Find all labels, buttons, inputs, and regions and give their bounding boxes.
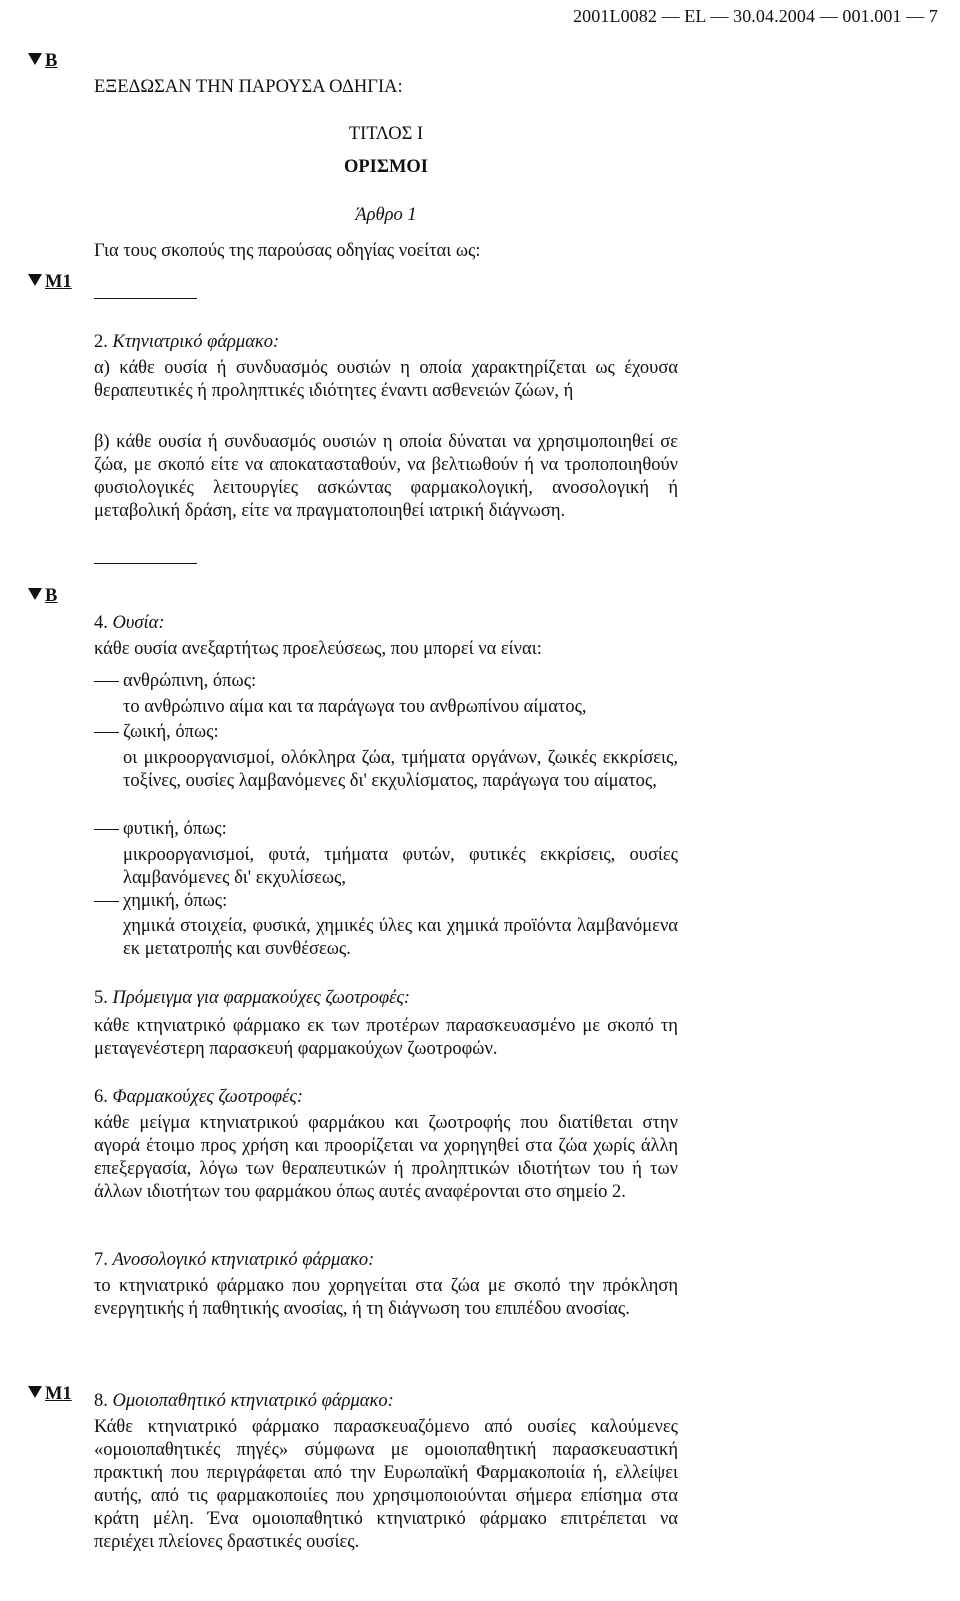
- substance-examples: μικροοργανισμοί, φυτά, τμήματα φυτών, φυτικές εκκρίσεις, ουσίες λαμβανόμενες δι' εκχυλίσεως,: [123, 845, 678, 888]
- title-heading: ΟΡΙΣΜΟΙ: [343, 157, 429, 177]
- title-number: ΤΙΤΛΟΣ I: [348, 124, 424, 144]
- amendment-marker-b: B: [28, 51, 57, 72]
- document-reference-header: 2001L0082 — EL — 30.04.2004 — 001.001 — 7: [573, 6, 938, 26]
- article-heading: Άρθρο 1: [355, 205, 417, 225]
- list-dash: [94, 732, 119, 733]
- triangle-down-icon: [28, 274, 42, 286]
- list-dash: [94, 681, 119, 682]
- amendment-marker-m1: M1: [28, 272, 72, 293]
- substance-category: φυτική, όπως:: [123, 819, 227, 839]
- triangle-down-icon: [28, 1386, 42, 1398]
- substance-category: ζωική, όπως:: [123, 722, 219, 742]
- substance-examples: χημικά στοιχεία, φυσικά, χημικές ύλες και χημικά προϊόντα λαμβανόμενα εκ μετατροπής και συνθέσεως.: [123, 916, 678, 959]
- definition-2-term: Κτηνιατρικό φάρμακο:: [112, 332, 280, 352]
- definition-4-term: Ουσία:: [112, 613, 165, 633]
- definition-4-heading: 4. Ουσία:: [94, 613, 165, 633]
- definition-7-term: Ανοσολογικό κτηνιατρικό φάρμακο:: [112, 1250, 375, 1270]
- substance-examples: οι μικροοργανισμοί, ολόκληρα ζώα, τμήματα οργάνων, ζωικές εκκρίσεις, τοξίνες, ουσίες λαμβανόμενες δι' εκχυλίσματος, παράγωγα του αίματος,: [123, 748, 678, 791]
- article-lead: Για τους σκοπούς της παρούσας οδηγίας νοείται ως:: [94, 241, 481, 261]
- definition-5-heading: 5. Πρόμειγμα για φαρμακούχες ζωοτροφές:: [94, 988, 411, 1008]
- amendment-marker-b: B: [28, 586, 57, 607]
- definition-2-point-b: β) κάθε ουσία ή συνδυασμός ουσιών η οποία δύναται να χρησιμοποιηθεί σε ζώα, με σκοπό είτε να αποκατασταθούν, να βελτιωθούν ή να τροποποιηθούν φυσιολογικές λειτουργίες ασκώντας φαρμακολογική, ανοσολογική ή μεταβολική δράση, είτε να πραγματοποιηθεί ιατρική διάγνωση.: [94, 432, 678, 521]
- triangle-down-icon: [28, 588, 42, 600]
- definition-6-text: κάθε μείγμα κτηνιατρικού φαρμάκου και ζωοτροφής που διατίθεται στην αγορά έτοιμο προς χρήση και προορίζεται να χορηγηθεί στα ζώα χωρίς άλλη επεξεργασία, λόγω των θεραπευτικών ή προληπτικών ιδιοτήτων του ή των άλλων ιδιοτήτων του φαρμάκου όπως αυτές αναφέρονται στο σημείο 2.: [94, 1113, 678, 1202]
- definition-2-point-a: α) κάθε ουσία ή συνδυασμός ουσιών η οποία χαρακτηρίζεται ως έχουσα θεραπευτικές ή προληπτικές ιδιότητες έναντι ασθενειών ζώων, ή: [94, 358, 678, 401]
- substance-category: ανθρώπινη, όπως:: [123, 671, 257, 691]
- definition-2-heading: 2. Κτηνιατρικό φάρμακο:: [94, 332, 280, 352]
- amendment-marker-m1: M1: [28, 1384, 72, 1405]
- definition-4-lead: κάθε ουσία ανεξαρτήτως προελεύσεως, που μπορεί να είναι:: [94, 639, 542, 659]
- definition-6-heading: 6. Φαρμακούχες ζωοτροφές:: [94, 1087, 304, 1107]
- omission-rule: [94, 298, 197, 299]
- substance-examples: το ανθρώπινο αίμα και τα παράγωγα του ανθρωπίνου αίματος,: [123, 697, 587, 717]
- definition-7-heading: 7. Ανοσολογικό κτηνιατρικό φάρμακο:: [94, 1250, 375, 1270]
- definition-7-text: το κτηνιατρικό φάρμακο που χορηγείται στα ζώα με σκοπό την πρόκληση ενεργητικής ή παθητικής ανοσίας, ή τη διάγνωση του επιπέδου ανοσίας.: [94, 1276, 678, 1319]
- enacting-formula: ΕΞΕΔΩΣΑΝ ΤΗΝ ΠΑΡΟΥΣΑ ΟΔΗΓΙΑ:: [94, 77, 403, 97]
- definition-6-term: Φαρμακούχες ζωοτροφές:: [112, 1087, 304, 1107]
- omission-rule: [94, 563, 197, 564]
- substance-category: χημική, όπως:: [123, 891, 228, 911]
- triangle-down-icon: [28, 53, 42, 65]
- definition-5-term: Πρόμειγμα για φαρμακούχες ζωοτροφές:: [112, 988, 411, 1008]
- definition-8-text: Κάθε κτηνιατρικό φάρμακο παρασκευαζόμενο από ουσίες καλούμενες «ομοιοπαθητικές πηγές» σύμφωνα με ομοιοπαθητική παρασκευαστική πρακτική που περιγράφεται από την Ευρωπαϊκή Φαρμακοποιία ή, ελλείψει αυτής, από τις φαρμακοποιίες που χρησιμοποιούνται σήμερα επίσημα στα κράτη μέλη. Ένα ομοιοπαθητικό κτηνιατρικό φάρμακο επιτρέπεται να περιέχει πλείονες δραστικές ουσίες.: [94, 1417, 678, 1552]
- definition-5-text: κάθε κτηνιατρικό φάρμακο εκ των προτέρων παρασκευασμένο με σκοπό τη μεταγενέστερη παρασκευή φαρμακούχων ζωοτροφών.: [94, 1016, 678, 1059]
- list-dash: [94, 901, 119, 902]
- definition-8-heading: 8. Ομοιοπαθητικό κτηνιατρικό φάρμακο:: [94, 1391, 394, 1411]
- definition-8-term: Ομοιοπαθητικό κτηνιατρικό φάρμακο:: [112, 1391, 394, 1411]
- list-dash: [94, 829, 119, 830]
